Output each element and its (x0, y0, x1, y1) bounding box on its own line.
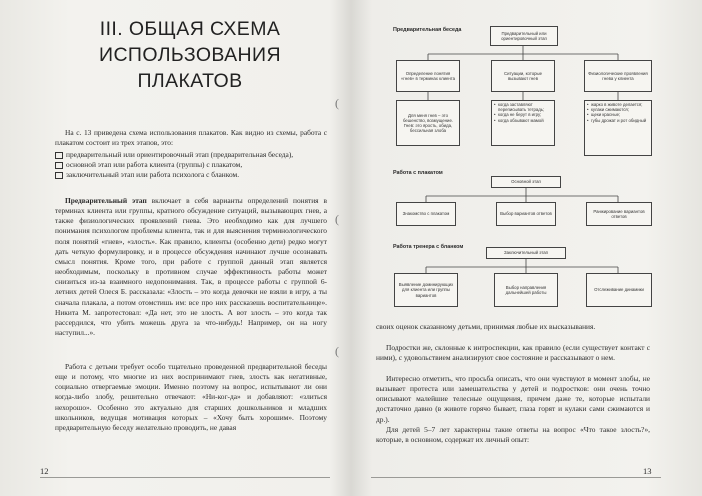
list-item: заключительный этап или работа психолога с бланком. (55, 170, 327, 180)
chapter-title-line1: III. ОБЩАЯ СХЕМА (99, 18, 281, 40)
page-number-left: 12 (40, 466, 49, 476)
diagram-box: Ранжирование вариантов ответов (586, 202, 652, 226)
checkbox-icon (55, 162, 63, 170)
checkbox-icon (55, 152, 63, 160)
diagram-box-stage: Заключительный этап (486, 247, 566, 259)
diagram-box-stage: Предварительный или ориентировочный этап (490, 26, 558, 46)
diagram-section-label: Предварительная беседа (393, 27, 462, 33)
diagram-box: Определение понятия «гнев» в терминах клиента (396, 60, 460, 92)
diagram-box: Физиологические проявления гнева у клиента (584, 60, 652, 92)
children-work-paragraph: Работа с детьми требует особо тщательно проведенной предварительной беседы еще и потому, что многие из них воспринимают гнев, злость как негативные, социально отвергаемые эмоции. Именно поэтому на вопрос, испытывают ли они когда-либо злобу, решительно отвечают: «Ни-ког-да» и добавляют: «злиться нехорошо». Особенно это актуально для старших дошкольников и младших школьников, ведущая мотивация которых – «Хочу быть хорошим». Поэтому предварительную беседу желательно проводить, не давая (55, 362, 327, 432)
margin-mark: ( (335, 344, 339, 358)
diagram-section-label: Работа с плакатом (393, 170, 443, 176)
diagram-box: • жарко в животе делается; • кулаки сжимаются; • щеки красные; • губы дрожат и рот обидный (584, 100, 652, 156)
checkbox-icon (55, 172, 63, 180)
page-number-right: 13 (643, 466, 652, 476)
preliminary-stage-term: Предварительный этап (65, 196, 147, 205)
footer-rule (40, 477, 330, 478)
teenagers-paragraph: Подростки же, склонные к интроспекции, как правило (если существует контакт с ними), с удовольствием анализируют свое состояние и рассказывают о нем. (376, 343, 650, 363)
diagram-section-label: Работа тренера с бланком (393, 244, 464, 250)
age-paragraph: Для детей 5–7 лет характерны такие ответы на вопрос «Что такое злость?», которые, в основном, содержат их личный опыт: (376, 425, 650, 445)
margin-mark: ( (335, 96, 339, 110)
preliminary-stage-paragraph: Предварительный этап включает в себя варианты определений понятия в терминах клиента или группы, кратного обсуждение ситуаций, вызывающих гнев, а также физиологических проявлений гнева. Это необходимо как для лучшего понимания психологом проблемы клиента, так и для выяснения терминологического поля понятий «гнев», «злость». Как правило, клиенты (особенно дети) редко могут дать четкую формулировку, и в процессе обсуждения начинают лучше осознавать смысл понятия. Кроме того, при работе с группой данный этап является необходимым, поскольку в противном случае эффективность работы может снизиться из-за взаимного недопонимания. Так, в процессе работы с группой 6-летних детей Олеся Б. рассказала: «Злость – это когда девочки не взяли в игру, а ты сначала плакала, а потом отомстишь им: все про них рассказешь воспитательнице». Никита М. запротестовал: «Да нет, это не злость. А вот злость – это когда так рассердился, что убить можешь друга за что-нибудь! Например, он на ногу наступил...». (55, 196, 327, 338)
margin-mark: ( (335, 212, 339, 226)
diagram-box: Ситуации, которые вызывают гнев (491, 60, 555, 92)
chapter-title-line2: ИСПОЛЬЗОВАНИЯ ПЛАКАТОВ (99, 44, 281, 92)
diagram-box-stage: Основной этап (491, 176, 561, 188)
footer-rule (371, 477, 661, 478)
diagram-box: Выбор направления дальнейшей работы (494, 273, 558, 307)
sensations-paragraph: Интересно отметить, что просьба описать, что они чувствуют в момент злобы, не вызывает протеста или замешательства у детей и подростков: они очень точно описывают малейшие телесные ощущения, причем даже те, которые испытали достаточно давно (в животе горячо бывает, глаза горят и кулаки сами сжимаются и др.). (376, 374, 650, 424)
diagram-box: Выбор вариантов ответов (496, 202, 556, 226)
diagram-box: • когда заставляют переписывать тетрадь; • когда не берут в игру; • когда обзывают мамой (491, 100, 555, 146)
intro-paragraph: На с. 13 приведена схема использования плакатов. Как видно из схемы, работа с плакатом состоит из трех этапов, это: (55, 128, 327, 148)
right-page (335, 0, 702, 496)
stage-list (55, 150, 327, 181)
chapter-title (60, 16, 320, 94)
continued-paragraph: своих оценок сказанному детьми, принимая любые их высказывания. (376, 322, 596, 331)
diagram-box: Отслеживание динамики (586, 273, 652, 307)
list-item: предварительный или ориентировочный этап (предварительная беседа), (55, 150, 327, 160)
diagram-box: Выявление доминирующих для клиента или группы вариантов (394, 273, 458, 307)
diagram-box: Для меня гнев – это бешенство, возмущение. Гнев: это ярость, обида, бессильная злоба (396, 100, 460, 146)
list-item: основной этап или работа клиента (группы) с плакатом, (55, 160, 327, 170)
diagram-box: Знакомство с плакатом (396, 202, 456, 226)
